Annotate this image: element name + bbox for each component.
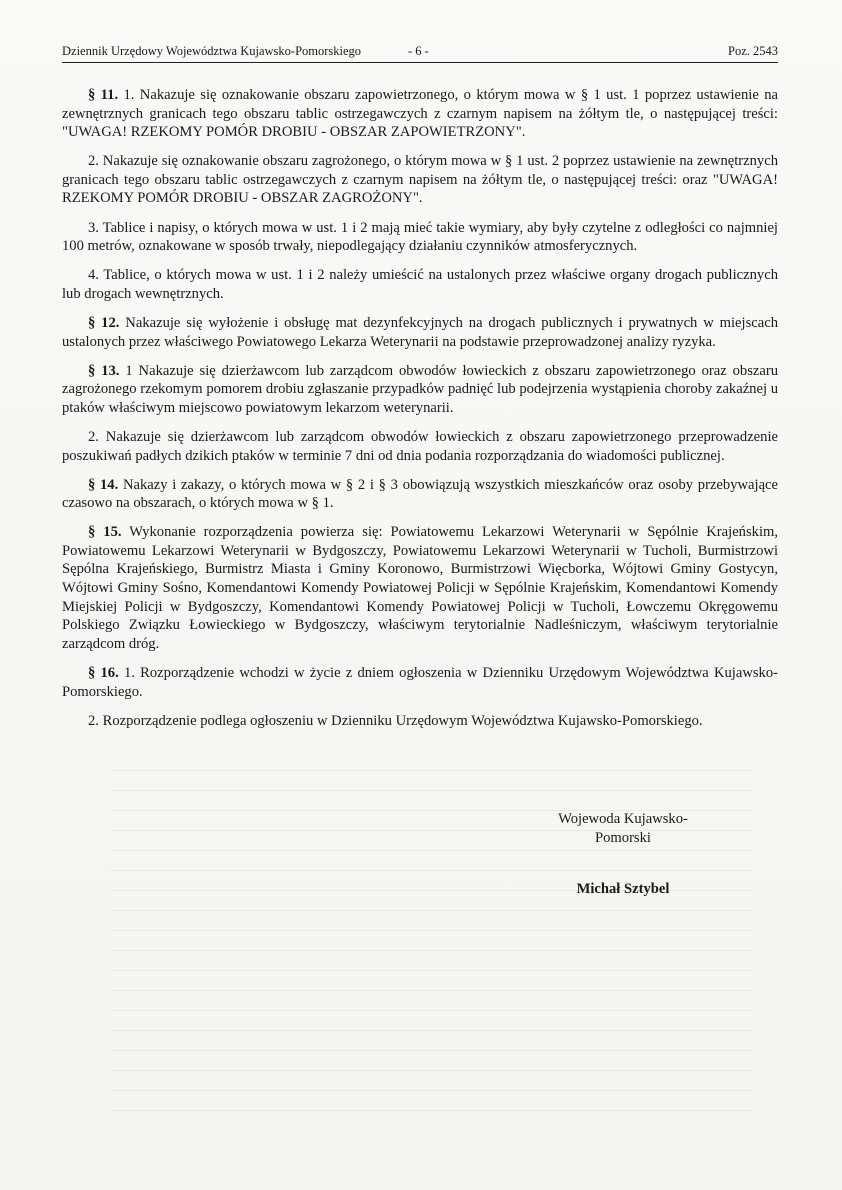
paragraph-text: 1 Nakazuje się dzierżawcom lub zarządcom obwodów łowieckich z obszaru zapowietrzonego oraz obszaru zagrożonego rzekomym pomorem drobiu zgłaszanie przypadków padnięć lub podejrzenia wystąpienia choroby zakaźnej u ptaków właściwym miejscowo powiatowym lekarzom weterynarii. xyxy=(62,362,779,416)
paragraph-text: 1. Nakazuje się oznakowanie obszaru zapowietrzonego, o którym mowa w § 1 ust. 1 poprzez ustawienie na zewnętrznych granicach tego obszaru tablic ostrzegawczych z czarnym napisem na żółtym tle, o następującej treści: "UWAGA! RZEKOMY POMÓR DROBIU - OBSZAR ZAPOWIETRZONY". xyxy=(62,87,778,141)
paragraph-text: 2. Rozporządzenie podlega ogłoszeniu w Dzienniku Urzędowym Województwa Kujawsko-Pomorskiego. xyxy=(88,712,703,729)
paragraph xyxy=(62,362,778,418)
section-number: § 14. xyxy=(88,476,119,493)
paragraph xyxy=(62,712,778,731)
journal-title: Dziennik Urzędowy Województwa Kujawsko-Pomorskiego xyxy=(62,44,362,58)
paragraph-text: 2. Nakazuje się dzierżawcom lub zarządcom obwodów łowieckich z obszaru zapowietrzonego przeprowadzenie poszukiwań padłych dzikich ptaków w terminie 7 dni od dnia podania rozporządzania do wiadomości publicznej. xyxy=(62,428,778,464)
signatory-title-line1: Wojewoda Kujawsko- xyxy=(558,811,688,827)
signatory-name: Michał Sztybel xyxy=(576,881,670,897)
section-number: § 16. xyxy=(88,664,119,681)
signature-block xyxy=(533,810,713,847)
paragraph xyxy=(62,152,778,208)
page-number: - 6 - xyxy=(408,44,429,58)
paragraph xyxy=(62,476,778,513)
paragraph xyxy=(62,266,778,303)
paragraph-text: 1. Rozporządzenie wchodzi w życie z dniem ogłoszenia w Dzienniku Urzędowym Województwa Kujawsko-Pomorskiego. xyxy=(62,664,779,700)
section-number: § 13. xyxy=(88,362,120,379)
paragraph-text: 2. Nakazuje się oznakowanie obszaru zagrożonego, o którym mowa w § 1 ust. 2 poprzez ustawienie na zewnętrznych granicach tego obszaru tablic ostrzegawczych z czarnym napisem na żółtym tle, o następującej treści: oraz "UWAGA! RZEKOMY POMÓR DROBIU - OBSZAR ZAGROŻONY". xyxy=(62,153,778,207)
section-number: § 11. xyxy=(88,87,119,103)
paragraph-text: Nakazuje się wyłożenie i obsługę mat dezynfekcyjnych na drogach publicznych i prywatnych w miejscach ustalonych przez właściwego Powiatowego Lekarza Weterynarii na podstawie przeprowadzonej analizy ryzyka. xyxy=(62,314,778,350)
page-header xyxy=(62,44,778,63)
section-number: § 15. xyxy=(88,524,122,541)
paragraph xyxy=(62,219,778,256)
paragraph-text: Wykonanie rozporządzenia powierza się: Powiatowemu Lekarzowi Weterynarii w Sępólnie Krajeńskim, Powiatowemu Lekarzowi Weterynarii w Bydgoszczy, Powiatowemu Lekarzowi Weterynarii w Tucholi, Burmistrzowi Sępólna Krajeńskiego, Burmistrz Miasta i Gminy Koronowo, Burmistrzowi Więcborka, Wójtowi Gminy Gostycyn, Wójtowi Gminy Sośno, Komendantowi Komendy Powiatowej Policji w Sępólnie Krajeńskim, Komendantowi Komendy Miejskiej Policji w Bydgoszczy, Komendantowi Komendy Powiatowej Policji w Tucholi, Łowczemu Okręgowemu Polskiego Związku Łowieckiego w Bydgoszczy, właściwym terytorialnie Nadleśniczym, właściwym terytorialnie zarządcom dróg. xyxy=(62,524,778,652)
regulation-body xyxy=(62,86,778,741)
paragraph-text: 4. Tablice, o których mowa w ust. 1 i 2 należy umieścić na ustalonych przez właściwe organy drogach publicznych lub drogach wewnętrznych. xyxy=(62,267,778,302)
paragraph-text: Nakazy i zakazy, o których mowa w § 2 i § 3 obowiązują wszystkich mieszkańców oraz osoby przebywające czasowo na obszarach, o których mowa w § 1. xyxy=(62,476,778,512)
paragraph xyxy=(62,428,778,465)
paragraph xyxy=(62,314,778,351)
paragraph xyxy=(62,86,778,142)
paragraph xyxy=(62,523,778,653)
paragraph-text: 3. Tablice i napisy, o których mowa w ust. 1 i 2 mają mieć takie wymiary, aby były czytelne z odległości co najmniej 100 metrów, oznakowane w sposób trwały, niepodlegający działaniu czynników atmosferycznych. xyxy=(62,219,778,255)
signatory-title-line2: Pomorski xyxy=(595,829,651,846)
section-number: § 12. xyxy=(88,314,120,331)
paragraph xyxy=(62,664,778,701)
position-number: Poz. 2543 xyxy=(728,44,778,58)
